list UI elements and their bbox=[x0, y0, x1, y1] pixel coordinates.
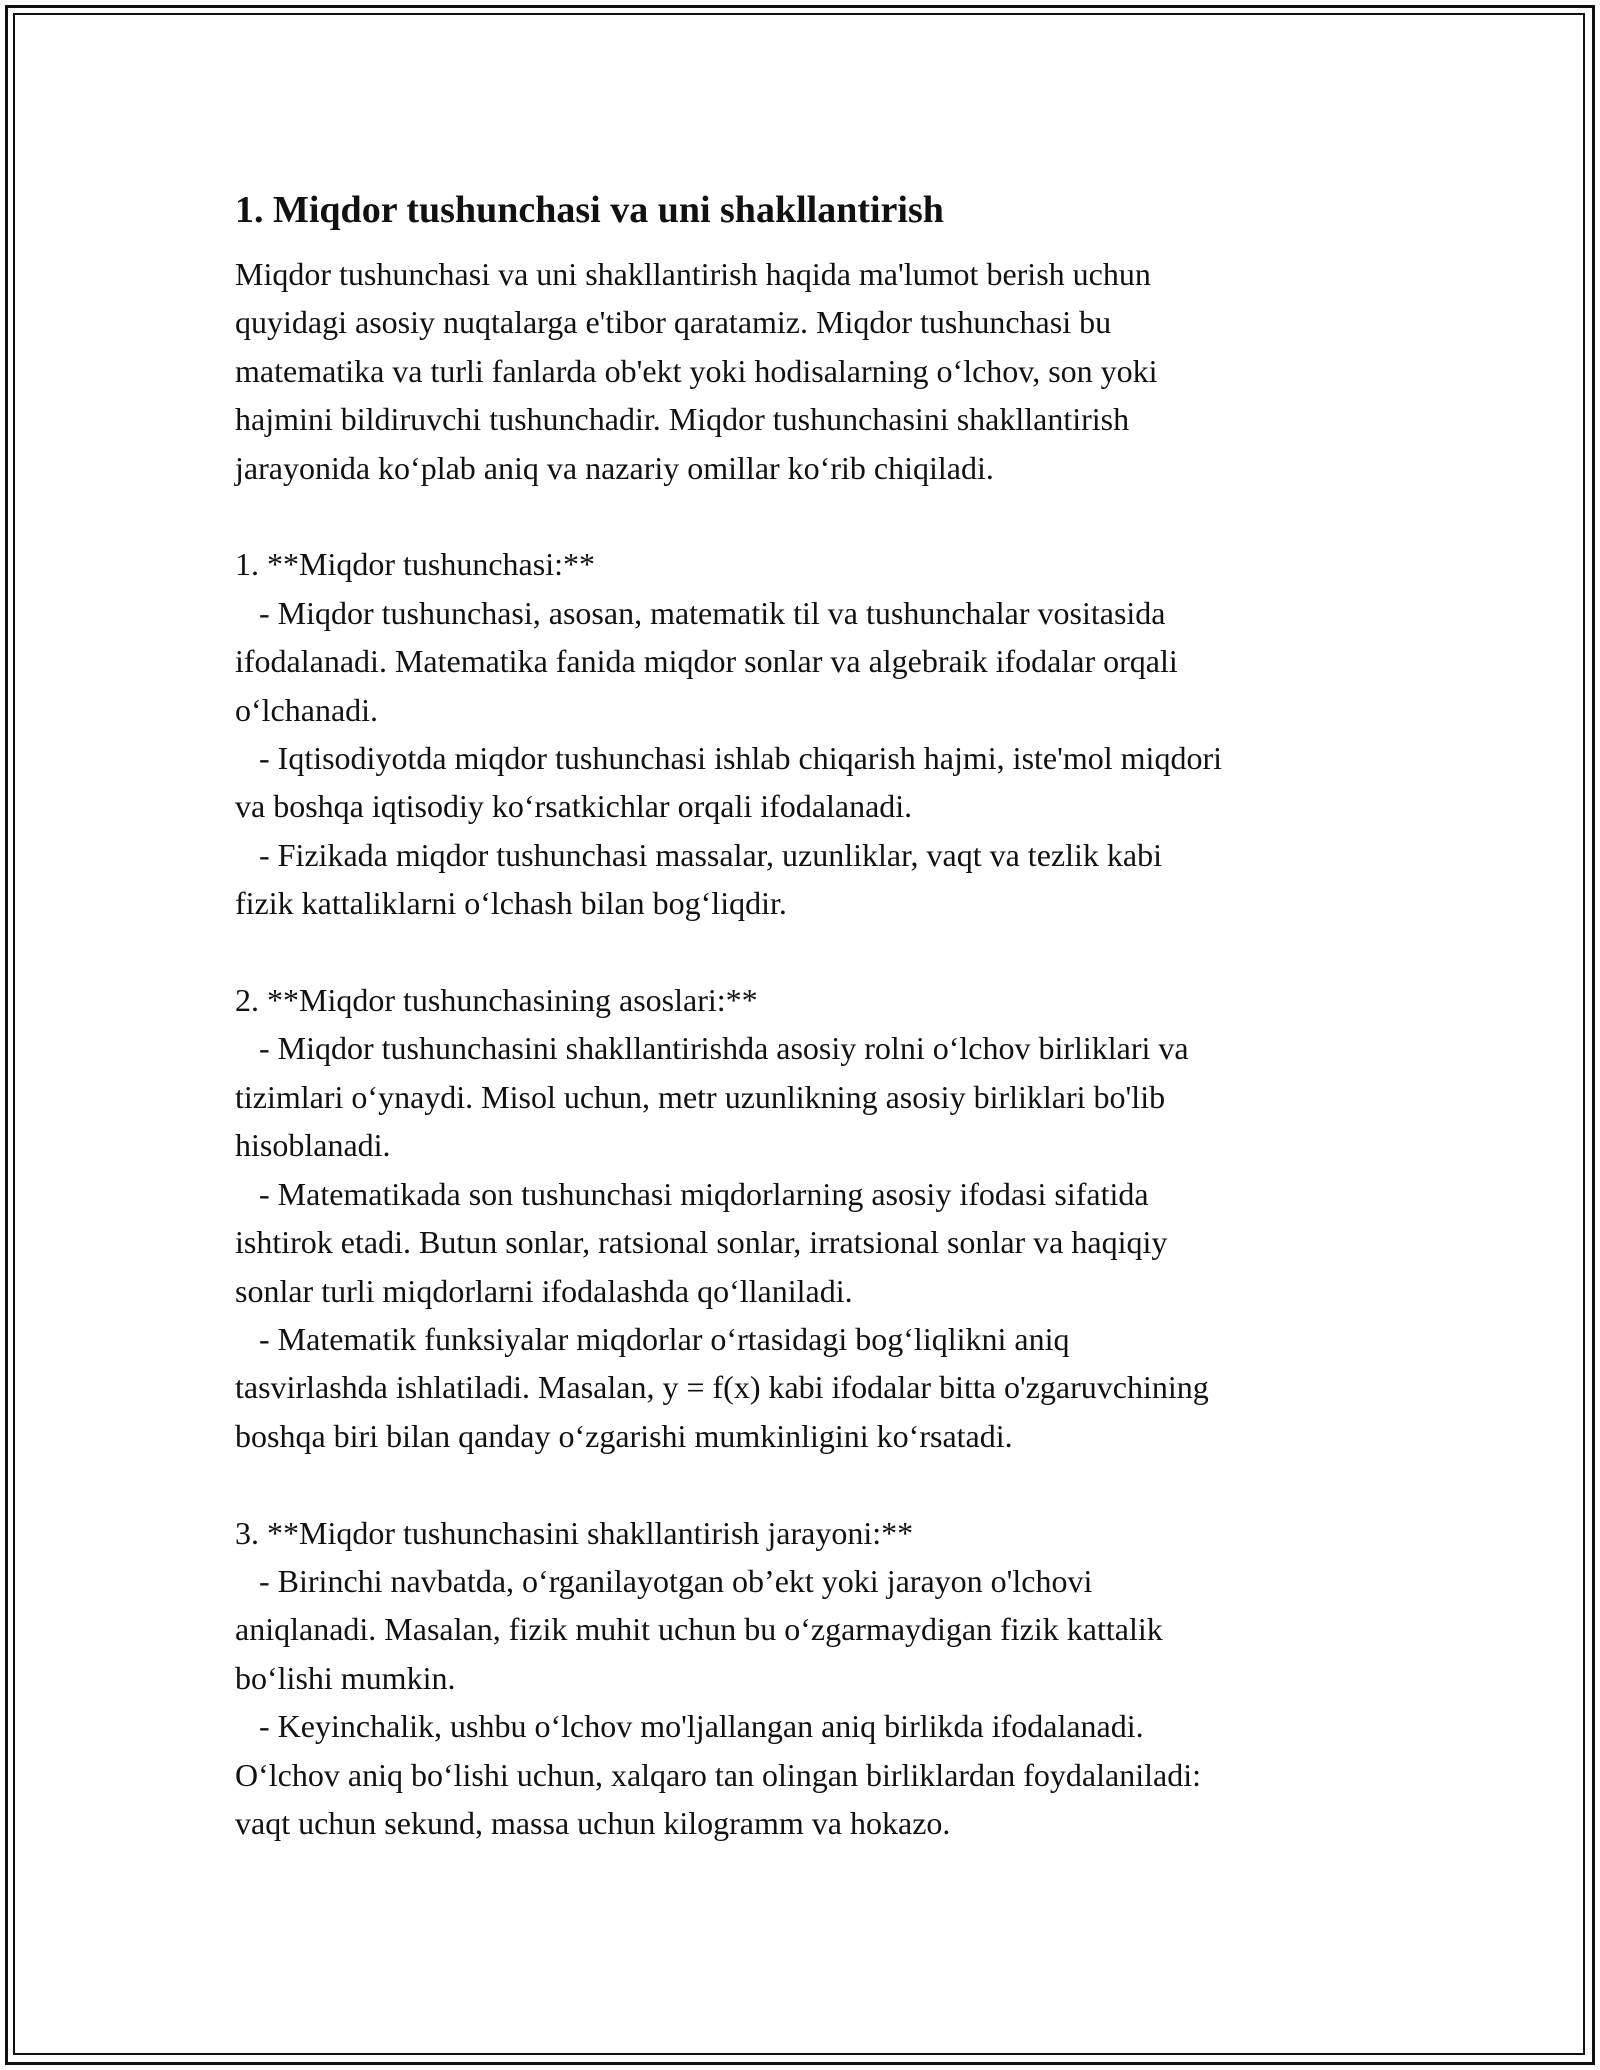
section-line: ishtirok etadi. Butun sonlar, ratsional sonlar, irratsional sonlar va haqiqiy bbox=[235, 1224, 1168, 1261]
section-line: - Fizikada miqdor tushunchasi massalar, uzunliklar, vaqt va tezlik kabi bbox=[235, 836, 1162, 873]
section-line: - Matematikada son tushunchasi miqdorlarning asosiy ifodasi sifatida bbox=[235, 1175, 1149, 1212]
section-1 bbox=[235, 540, 1395, 927]
section-3 bbox=[235, 1509, 1395, 1848]
section-line: O‘lchov aniq bo‘lishi uchun, xalqaro tan olingan birliklardan foydalaniladi: bbox=[235, 1756, 1201, 1793]
section-line: tasvirlashda ishlatiladi. Masalan, y = f(x) kabi ifodalar bitta o'zgaruvchining bbox=[235, 1369, 1209, 1406]
intro-line: quyidagi asosiy nuqtalarga e'tibor qaratamiz. Miqdor tushunchasi bu bbox=[235, 304, 1112, 341]
section-line: hisoblanadi. bbox=[235, 1127, 391, 1164]
intro-paragraph bbox=[235, 250, 1395, 492]
section-line: tizimlari o‘ynaydi. Misol uchun, metr uzunlikning asosiy birliklari bo'lib bbox=[235, 1078, 1166, 1115]
section-line: - Keyinchalik, ushbu o‘lchov mo'ljallangan aniq birlikda ifodalanadi. bbox=[235, 1708, 1144, 1745]
section-line: o‘lchanadi. bbox=[235, 691, 379, 728]
section-heading: 2. **Miqdor tushunchasining asoslari:** bbox=[235, 982, 758, 1019]
section-line: aniqlanadi. Masalan, fizik muhit uchun bu o‘zgarmaydigan fizik kattalik bbox=[235, 1611, 1163, 1648]
blank-line bbox=[235, 492, 1395, 540]
section-line: bo‘lishi mumkin. bbox=[235, 1659, 456, 1696]
section-heading: 1. **Miqdor tushunchasi:** bbox=[235, 546, 595, 583]
section-line: fizik kattaliklarni o‘lchash bilan bog‘liqdir. bbox=[235, 885, 787, 922]
section-line: vaqt uchun sekund, massa uchun kilogramm va hokazo. bbox=[235, 1804, 951, 1841]
section-heading: 3. **Miqdor tushunchasini shakllantirish jarayoni:** bbox=[235, 1514, 914, 1551]
document-body bbox=[235, 186, 1395, 1847]
document-title: 1. Miqdor tushunchasi va uni shakllantirish bbox=[235, 189, 944, 231]
section-line: sonlar turli miqdorlarni ifodalashda qo‘llaniladi. bbox=[235, 1272, 853, 1309]
section-line: - Miqdor tushunchasi, asosan, matematik til va tushunchalar vositasida bbox=[235, 594, 1166, 631]
section-line: boshqa biri bilan qanday o‘zgarishi mumkinligini ko‘rsatadi. bbox=[235, 1417, 1013, 1454]
intro-line: hajmini bildiruvchi tushunchadir. Miqdor tushunchasini shakllantirish bbox=[235, 401, 1130, 438]
section-line: - Miqdor tushunchasini shakllantirishda asosiy rolni o‘lchov birliklari va bbox=[235, 1030, 1189, 1067]
intro-line: matematika va turli fanlarda ob'ekt yoki hodisalarning o‘lchov, son yoki bbox=[235, 352, 1158, 389]
section-2 bbox=[235, 976, 1395, 1460]
intro-line: jarayonida ko‘plab aniq va nazariy omillar ko‘rib chiqiladi. bbox=[235, 449, 994, 486]
intro-line: Miqdor tushunchasi va uni shakllantirish haqida ma'lumot berish uchun bbox=[235, 256, 1151, 292]
blank-line bbox=[235, 928, 1395, 976]
blank-line bbox=[235, 1460, 1395, 1508]
section-line: - Birinchi navbatda, o‘rganilayotgan ob’ekt yoki jarayon o'lchovi bbox=[235, 1562, 1093, 1599]
section-line: va boshqa iqtisodiy ko‘rsatkichlar orqali ifodalanadi. bbox=[235, 788, 913, 825]
section-line: ifodalanadi. Matematika fanida miqdor sonlar va algebraik ifodalar orqali bbox=[235, 643, 1178, 680]
section-line: - Matematik funksiyalar miqdorlar o‘rtasidagi bog‘liqlikni aniq bbox=[235, 1320, 1070, 1357]
section-line: - Iqtisodiyotda miqdor tushunchasi ishlab chiqarish hajmi, iste'mol miqdori bbox=[235, 740, 1222, 777]
